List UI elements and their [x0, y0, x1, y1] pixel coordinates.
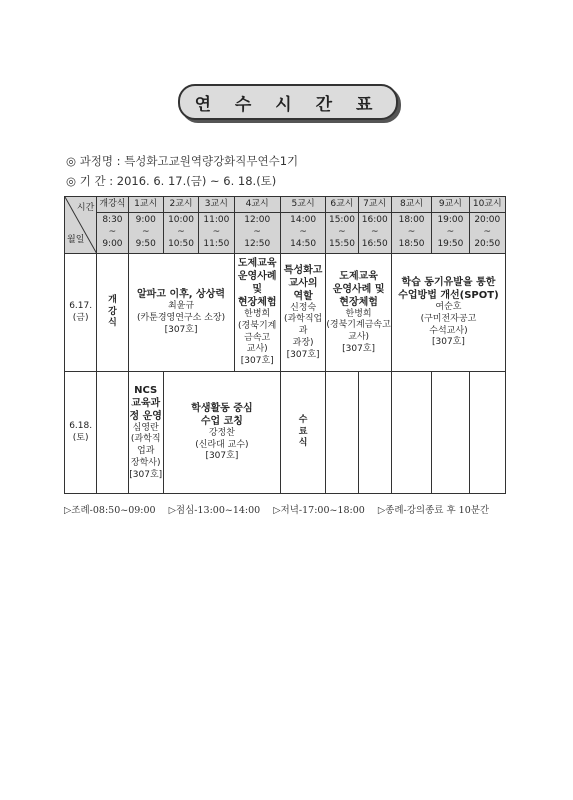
weekday-label: (토)	[72, 432, 89, 443]
opening-char: 개	[108, 294, 117, 305]
empty-cell	[326, 372, 358, 494]
room-label: [307호]	[205, 451, 239, 462]
instructor-org: (카툰경영연구소 소장)	[136, 313, 226, 324]
session-cell	[128, 372, 163, 494]
session-title: 교사의	[288, 277, 318, 289]
empty-cell	[432, 372, 469, 494]
session-title: 교육과	[131, 397, 161, 409]
instructor-org: 교사)	[246, 344, 268, 355]
instructor-org: 수석교사)	[429, 325, 468, 336]
period-end: 19:50	[437, 238, 464, 249]
period-start: 12:00	[244, 215, 271, 226]
period-start: 14:00	[290, 215, 317, 226]
room-label: [307호]	[286, 349, 320, 360]
date-label: 6.18.	[69, 420, 93, 431]
session-cell	[234, 254, 280, 372]
session-title: 특성화고	[283, 264, 323, 276]
period-tilde: ~	[212, 227, 221, 238]
period-end: 12:50	[244, 238, 271, 249]
session-title: 정 운영	[129, 410, 162, 422]
opening-char: 강	[108, 306, 117, 317]
room-label: [307호]	[164, 324, 198, 335]
session-title: 운영사례 및	[332, 283, 385, 295]
room-label: [307호]	[129, 469, 163, 480]
period-end: 16:50	[361, 238, 388, 249]
period-time	[234, 213, 280, 254]
period-header: 8교시	[391, 197, 431, 213]
instructor-name: 여순호	[435, 302, 462, 313]
period-tilde: ~	[407, 227, 416, 238]
session-title: 도제교육	[339, 270, 378, 282]
period-header: 10교시	[469, 197, 505, 213]
period-tilde: ~	[177, 227, 185, 238]
period-header: 7교시	[358, 197, 391, 213]
corner-date-label: 월일	[67, 235, 85, 246]
opening-char: 식	[108, 318, 117, 329]
session-title: 수업 코칭	[200, 415, 243, 427]
course-name: ◎ 과정명 : 특성화고교원역량강화직무연수1기	[66, 154, 299, 168]
empty-cell	[391, 372, 431, 494]
closing-ceremony-cell	[280, 372, 325, 494]
instructor-name: 최윤규	[167, 301, 195, 312]
session-title: NCS	[134, 384, 158, 396]
closing-char: 수	[298, 414, 308, 425]
period-header: 6교시	[326, 197, 358, 213]
period-start: 9:00	[135, 215, 156, 226]
instructor-name: 한병희	[345, 308, 372, 319]
period-end: 20:50	[474, 238, 501, 249]
period-header: 2교시	[163, 197, 198, 213]
period-header: 1교시	[128, 197, 163, 213]
period-tilde: ~	[483, 227, 492, 238]
period-header: 9교시	[432, 197, 469, 213]
period-tilde: ~	[141, 227, 150, 238]
instructor-org: (경북기계금속고	[326, 320, 391, 331]
period-time	[391, 213, 431, 254]
period-start: 15:00	[328, 215, 355, 226]
empty-cell	[469, 372, 505, 494]
session-title: 학습 동기유발을 통한	[401, 277, 496, 289]
period-time	[97, 213, 128, 254]
opening-ceremony-cell	[97, 254, 128, 372]
period-header: 5교시	[280, 197, 325, 213]
session-title: 수업방법 개선(SPOT)	[398, 290, 499, 302]
session-title: 현장체험	[339, 296, 378, 308]
closing-char: 식	[298, 438, 308, 449]
weekday-label: (금)	[72, 312, 89, 323]
session-title: 학생활동 중심	[191, 402, 253, 414]
instructor-org: 교사)	[348, 332, 370, 342]
instructor-name: 한병희	[244, 309, 271, 320]
period-tilde: ~	[338, 227, 346, 238]
table-row-day2	[65, 372, 506, 494]
period-time	[199, 213, 234, 254]
table-row-day1	[65, 254, 506, 372]
period-end: 9:00	[102, 238, 123, 249]
session-title: 및	[252, 284, 263, 296]
corner-time-label: 시간	[76, 203, 95, 213]
session-title: 역할	[293, 290, 313, 302]
instructor-org: (경북기계	[238, 320, 277, 331]
period-end: 15:50	[328, 238, 355, 249]
session-title: 현장체험	[237, 297, 277, 309]
period-end: 14:50	[290, 238, 317, 249]
period-start: 20:00	[474, 215, 501, 226]
instructor-org: (과학직	[130, 434, 161, 445]
period-time	[326, 213, 358, 254]
empty-cell	[358, 372, 391, 494]
period-start: 11:00	[203, 215, 230, 226]
period-time	[280, 213, 325, 254]
period-header: 4교시	[234, 197, 280, 213]
period-header: 3교시	[199, 197, 234, 213]
period-end: 18:50	[398, 238, 425, 249]
session-cell	[391, 254, 505, 372]
schedule-table	[64, 196, 506, 494]
instructor-name: 강정찬	[208, 427, 235, 438]
session-cell	[280, 254, 325, 372]
period-end: 11:50	[203, 238, 230, 249]
period-tilde: ~	[253, 227, 261, 238]
period-time	[128, 213, 163, 254]
period-end: 9:50	[135, 238, 156, 249]
instructor-name: 심영란	[132, 422, 159, 433]
instructor-org: (구미전자공고	[420, 313, 477, 324]
period-start: 10:00	[168, 215, 194, 226]
date-label: 6.17.	[69, 300, 93, 311]
table-corner-cell	[65, 197, 97, 254]
period-start: 19:00	[437, 215, 464, 226]
instructor-org: 금속고	[244, 332, 271, 343]
period-tilde: ~	[108, 227, 117, 238]
period-start: 16:00	[361, 215, 388, 226]
period-time	[469, 213, 505, 254]
instructor-org: 업과	[137, 446, 155, 457]
footer-closing-note: ▷종례-강의종료 후 10분간	[377, 505, 490, 516]
session-cell	[326, 254, 392, 372]
instructor-org: (과학직업과	[283, 314, 323, 337]
course-period: ◎ 기 간 : 2016. 6. 17.(금) ~ 6. 18.(토)	[66, 174, 277, 188]
page-title: 연 수 시 간 표	[178, 84, 398, 120]
period-time	[432, 213, 469, 254]
room-label: [307호]	[431, 337, 465, 348]
session-title: 알파고 이후, 상상력	[137, 289, 226, 301]
period-time	[163, 213, 198, 254]
footer-notes	[64, 502, 499, 516]
room-label: [307호]	[240, 356, 274, 367]
period-start: 8:30	[102, 215, 123, 226]
footer-lunch-note: ▷점심-13:00~14:00	[168, 505, 261, 516]
period-header: 개강식	[97, 197, 128, 213]
room-label: [307호]	[342, 343, 376, 354]
instructor-name: 신정숙	[290, 302, 317, 313]
instructor-org: (신라대 교수)	[195, 439, 249, 450]
empty-cell	[97, 372, 128, 494]
session-cell	[163, 372, 280, 494]
period-tilde: ~	[446, 227, 455, 238]
period-time	[358, 213, 391, 254]
period-tilde: ~	[370, 227, 379, 238]
period-tilde: ~	[299, 227, 307, 238]
footer-morning-note: ▷조례-08:50~09:00	[64, 505, 156, 516]
session-title: 도제교육	[237, 258, 277, 270]
period-start: 18:00	[398, 215, 425, 226]
period-end: 10:50	[168, 238, 194, 249]
footer-dinner-note: ▷저녁-17:00~18:00	[273, 505, 365, 516]
instructor-org: 장학사)	[130, 457, 161, 468]
date-cell	[65, 372, 97, 494]
session-cell	[128, 254, 234, 372]
date-cell	[65, 254, 97, 372]
closing-char: 료	[298, 426, 308, 437]
instructor-org: 과장)	[292, 337, 314, 348]
session-title: 운영사례	[237, 271, 277, 283]
